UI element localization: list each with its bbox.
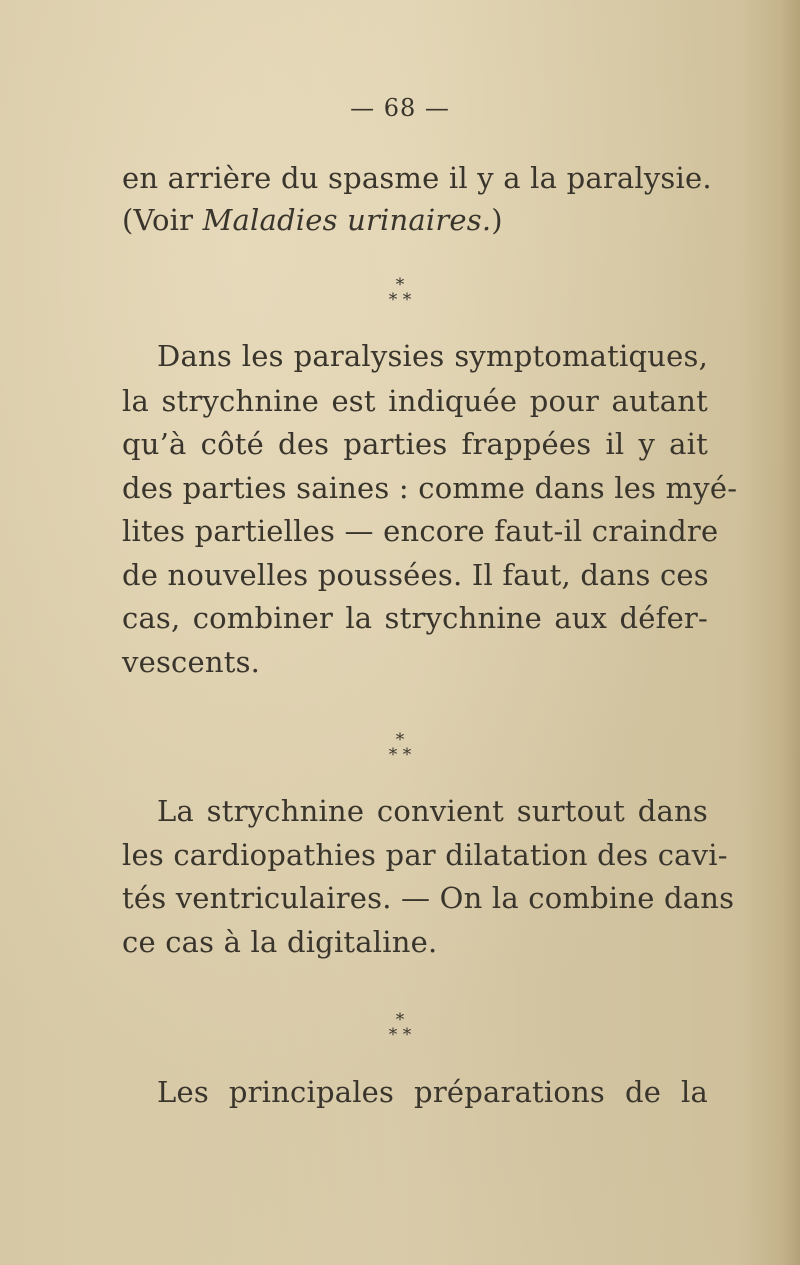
page-number: — 68 — bbox=[350, 94, 450, 122]
paragraph-line: cas, combiner la strychnine aux défer- bbox=[122, 601, 708, 635]
paragraph-line: La strychnine convient surtout dans bbox=[157, 794, 708, 828]
asterism-bottom: * * bbox=[388, 1025, 412, 1045]
paragraph-line: tés ventriculaires. — On la combine dans bbox=[122, 881, 735, 915]
paragraph-line: la strychnine est indiquée pour autant bbox=[122, 384, 708, 418]
paren-close: ) bbox=[491, 203, 503, 237]
text-line bbox=[122, 200, 708, 240]
asterism-top: * bbox=[395, 1010, 405, 1030]
italic-title: Maladies urinaires. bbox=[202, 203, 492, 237]
asterism-bottom: * * bbox=[388, 290, 412, 310]
paragraph-line: de nouvelles poussées. Il faut, dans ces bbox=[122, 558, 709, 592]
paragraph-line: qu’à côté des parties frappées il y ait bbox=[122, 427, 708, 461]
paragraph-line: Dans les paralysies symptomatiques, bbox=[157, 339, 708, 373]
text-line: en arrière du spasme il y a la paralysie. bbox=[122, 161, 712, 195]
paren-open: (Voir bbox=[122, 203, 203, 237]
paragraph-line: vescents. bbox=[122, 645, 261, 679]
paragraph-line: les cardiopathies par dilatation des cavi- bbox=[122, 838, 728, 872]
asterism-bottom: * * bbox=[388, 745, 412, 765]
asterism-top: * bbox=[395, 730, 405, 750]
paragraph-line: Les principales préparations de la bbox=[157, 1075, 708, 1109]
asterism-top: * bbox=[395, 275, 405, 295]
paragraph-line: lites partielles — encore faut-il craindre bbox=[122, 514, 719, 548]
page-edge-shadow bbox=[740, 0, 800, 1265]
paragraph-line: des parties saines : comme dans les myé- bbox=[122, 471, 738, 505]
paragraph-line: ce cas à la digitaline. bbox=[122, 925, 438, 959]
